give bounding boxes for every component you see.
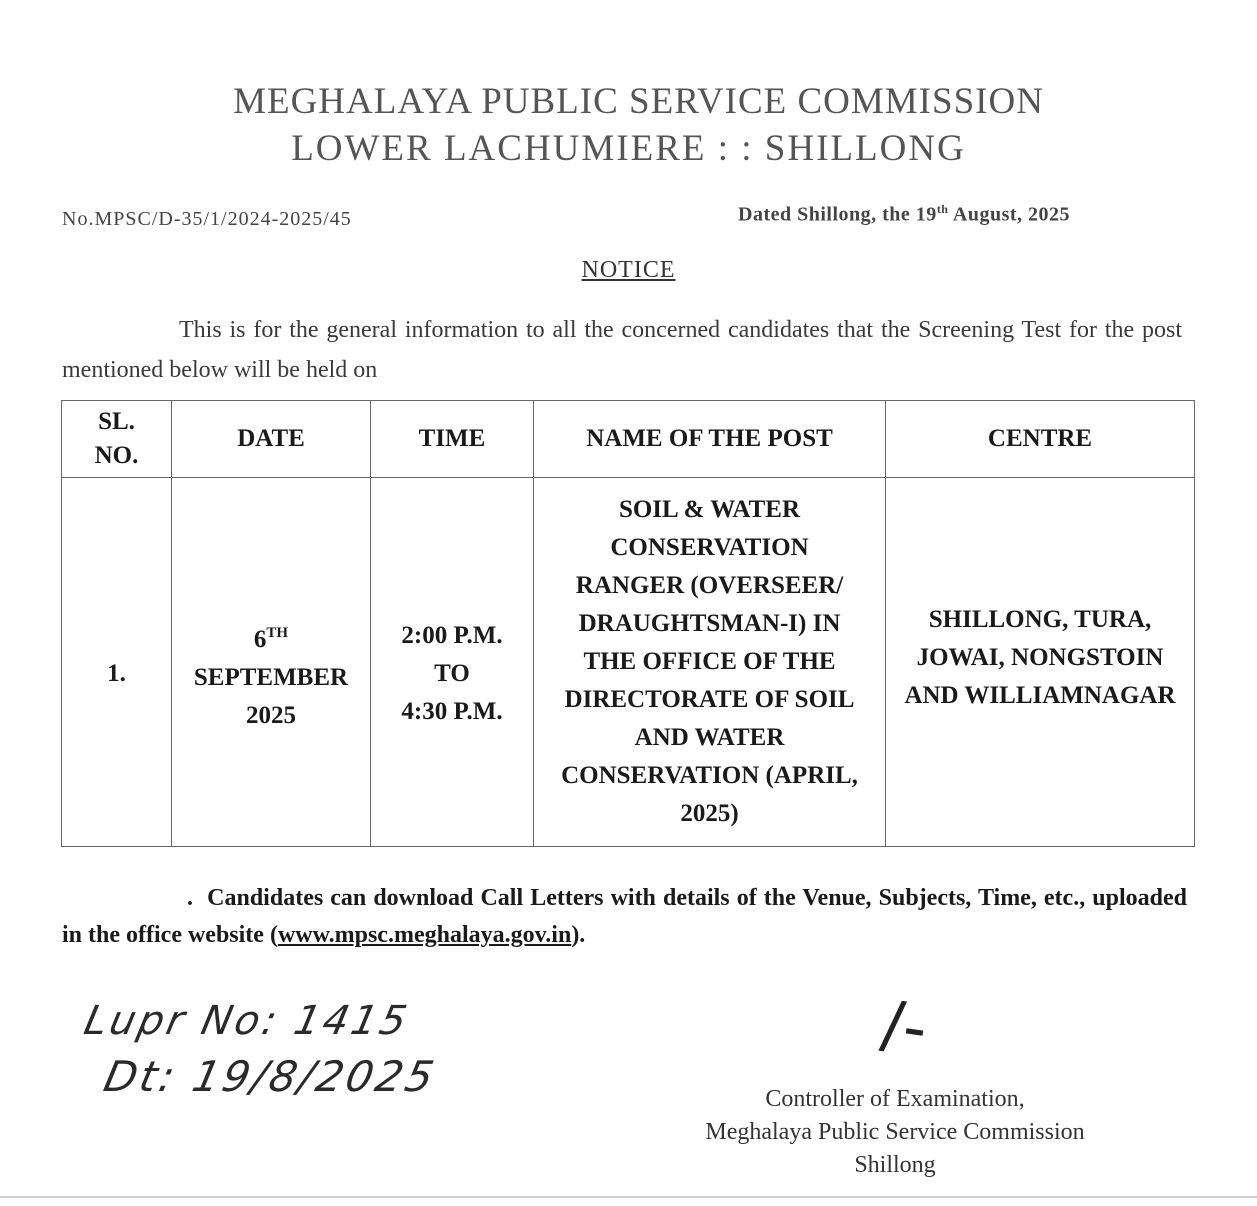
signature-title: Controller of Examination, <box>765 1086 1025 1112</box>
note-end: ). <box>571 922 586 948</box>
note-text: Candidates can download Call Letters with details of the Venue, Subjects, Time, etc., uploaded in the office website ( <box>62 885 1187 948</box>
reference-number: No.MPSC/D-35/1/2024-2025/45 <box>62 208 352 230</box>
date-suffix: August, 2025 <box>948 203 1071 226</box>
date-year: 2025 <box>246 701 296 729</box>
table-row <box>62 478 1195 847</box>
header-commission-name: MEGHALAYA PUBLIC SERVICE COMMISSION <box>233 81 1044 122</box>
website-link[interactable]: www.mpsc.meghalaya.gov.in <box>277 922 572 948</box>
handwritten-number: Lupr No: 1415 <box>80 998 414 1044</box>
cell-date <box>172 478 371 847</box>
schedule-table <box>61 400 1195 847</box>
note-bullet: . <box>187 885 193 911</box>
table-header-row <box>62 401 1195 478</box>
signature-city: Shillong <box>854 1152 936 1178</box>
cell-time <box>371 478 534 847</box>
header-address: LOWER LACHUMIERE : : SHILLONG <box>291 128 966 169</box>
signature-block <box>660 1083 1130 1182</box>
cell-centre: SHILLONG, TURA, JOWAI, NONGSTOIN AND WILLIAMNAGAR <box>886 478 1195 847</box>
header-sl-no: SL. NO. <box>62 401 172 478</box>
time-to: TO <box>434 660 470 687</box>
signature-mark: /- <box>877 987 932 1067</box>
header-date: DATE <box>172 401 371 478</box>
date-month: SEPTEMBER <box>193 663 349 691</box>
date-day: 6TH <box>253 624 289 653</box>
time-end: 4:30 P.M. <box>401 698 503 725</box>
cell-sl-no: 1. <box>62 478 172 847</box>
candidates-note <box>62 880 1187 954</box>
intro-paragraph: This is for the general information to all the concerned candidates that the Screening Test for the post mentioned below will be held on <box>62 317 1182 383</box>
header-time: TIME <box>371 401 534 478</box>
date-superscript: th <box>936 202 949 216</box>
handwritten-date: Dt: 19/8/2025 <box>99 1052 441 1101</box>
cell-post: SOIL & WATER CONSERVATION RANGER (OVERSEER/ DRAUGHTSMAN-I) IN THE OFFICE OF THE DIRECTORATE OF SOIL AND WATER CONSERVATION (APRIL, 2025) <box>534 478 886 847</box>
time-start: 2:00 P.M. <box>401 622 503 649</box>
date-line <box>738 202 1070 227</box>
header-centre: CENTRE <box>886 401 1195 478</box>
header-post: NAME OF THE POST <box>534 401 886 478</box>
date-prefix: Dated Shillong, the 19 <box>738 203 937 226</box>
signature-org: Meghalaya Public Service Commission <box>705 1119 1085 1145</box>
notice-title: NOTICE <box>581 257 676 283</box>
scan-edge-divider <box>0 1196 1257 1198</box>
